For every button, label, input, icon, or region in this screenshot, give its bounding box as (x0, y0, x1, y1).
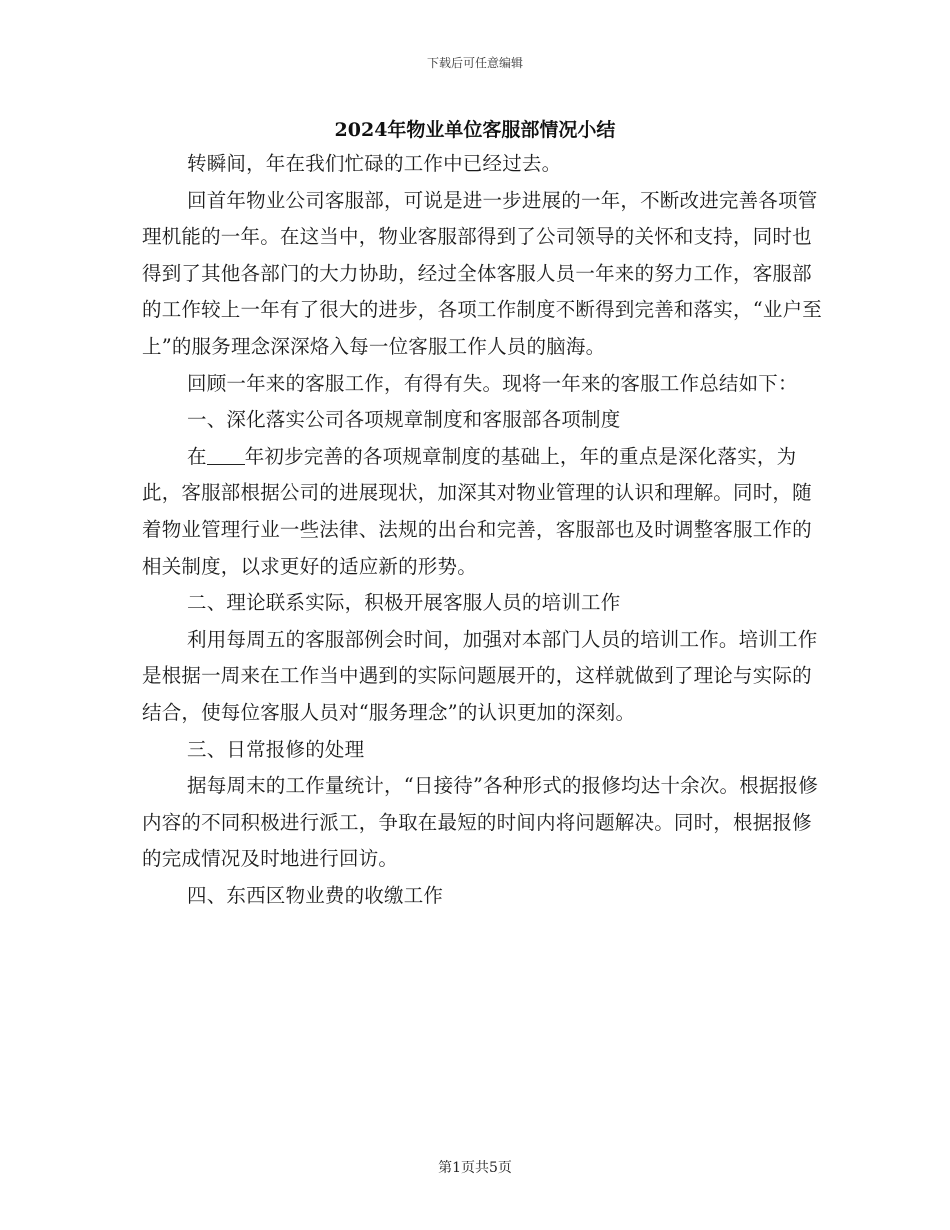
paragraph-rules-post: 年初步完善的各项规章制度的基础上，年的重点是深化落实，为此，客服部根据公司的进展现状，加深其对物业管理的认识和理解。同时，随着物业管理行业一些法律、法规的出台和完善，客服部也及时调整客服工作的相关制度，以求更好的适应新的形势。 (142, 444, 812, 578)
paragraph-review: 回首年物业公司客服部，可说是进一步进展的一年，不断改进完善各项管理机能的一年。在这当中，物业客服部得到了公司领导的关怀和支持，同时也得到了其他各部门的大力协助，经过全体客服人员一年来的努力工作，客服部的工作较上一年有了很大的进步，各项工作制度不断得到完善和落实，“业户至上”的服务理念深深烙入每一位客服工作人员的脑海。 (142, 188, 822, 358)
blank-underline (207, 446, 245, 465)
paragraph-intro: 转瞬间，年在我们忙碌的工作中已经过去。 (187, 152, 562, 175)
paragraph-training: 利用每周五的客服部例会时间，加强对本部门人员的培训工作。培训工作是根据一周来在工作当中遇到的实际问题展开的，这样就做到了理论与实际的结合，使每位客服人员对“服务理念”的认识更加的深刻。 (142, 627, 818, 724)
paragraph-rules (142, 439, 822, 585)
section-heading-2: 二、理论联系实际，积极开展客服人员的培训工作 (187, 591, 621, 615)
paragraph-summary-lead: 回顾一年来的客服工作，有得有失。现将一年来的客服工作总结如下： (187, 371, 798, 395)
section-heading-3: 三、日常报修的处理 (187, 737, 365, 761)
page-footer: 第1页共5页 (438, 1160, 512, 1176)
document-body (142, 146, 822, 914)
paragraph-rules-pre: 在 (187, 444, 207, 468)
section-heading-4: 四、东西区物业费的收缴工作 (187, 883, 444, 907)
header-note: 下载后可任意编辑 (426, 56, 523, 70)
document-title: 2024年物业单位客服部情况小结 (334, 119, 616, 141)
paragraph-repairs: 据每周末的工作量统计，“日接待”各种形式的报修均达十余次。根据报修内容的不同积极进行派工，争取在最短的时间内将问题解决。同时，根据报修的完成情况及时地进行回访。 (142, 774, 819, 871)
section-heading-1: 一、深化落实公司各项规章制度和客服部各项制度 (187, 408, 621, 432)
